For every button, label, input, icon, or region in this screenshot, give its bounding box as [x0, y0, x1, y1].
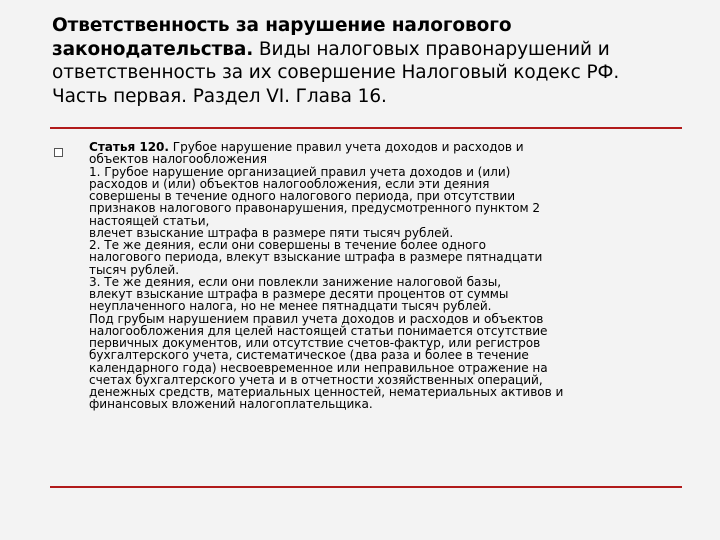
- bottom-divider: [50, 486, 682, 488]
- article-line: 3. Те же деяния, если они повлекли занижение налоговой базы,: [89, 274, 502, 289]
- title-bold-line-1: Ответственность за нарушение налогового: [52, 15, 512, 36]
- article-line: Под грубым нарушением правил учета доходов и расходов и объектов: [89, 311, 544, 326]
- title-divider: [50, 127, 682, 129]
- article-label: Статья 120.: [89, 140, 169, 154]
- article-line: влекут взыскание штрафа в размере десяти процентов от суммы: [89, 287, 509, 301]
- article-line: налогообложения для целей настоящей статьи понимается отсутствие: [89, 323, 548, 338]
- article-line: неуплаченного налога, но не менее пятнадцати тысяч рублей.: [89, 299, 492, 314]
- article-line: настоящей статьи,: [89, 213, 210, 228]
- article-line: календарного года) несвоевременное или неправильное отражение на: [89, 360, 548, 375]
- title-line-2-rest: Виды налоговых правонарушений и: [253, 38, 610, 60]
- article-line: бухгалтерского учета, систематическое (два раза и более в течение: [89, 348, 529, 363]
- article-line: влечет взыскание штрафа в размере пяти тысяч рублей.: [89, 225, 454, 240]
- article-line: счетах бухгалтерского учета и в отчетности хозяйственных операций,: [89, 372, 543, 387]
- article-line: финансовых вложений налогоплательщика.: [89, 397, 373, 412]
- article-line: расходов и (или) объектов налогообложения, если эти деяния: [89, 176, 490, 191]
- article-line: 2. Те же деяния, если они совершены в течение более одного: [89, 238, 487, 252]
- article-line: 1. Грубое нарушение организацией правил учета доходов и (или): [89, 164, 511, 179]
- article-line: признаков налогового правонарушения, предусмотренного пунктом 2: [89, 201, 541, 216]
- slide-title: [52, 14, 692, 108]
- article-line: налогового периода, влекут взыскание штрафа в размере пятнадцати: [89, 250, 543, 265]
- title-line-4: Часть первая. Раздел VI. Глава 16.: [52, 85, 387, 107]
- hollow-square-bullet-icon: [54, 148, 63, 157]
- article-line: денежных средств, материальных ценностей, нематериальных активов и: [89, 385, 564, 399]
- article-line: совершены в течение одного налогового периода, при отсутствии: [89, 189, 516, 203]
- article-heading-rest: Грубое нарушение правил учета доходов и расходов и: [168, 140, 524, 154]
- article-line: тысяч рублей.: [89, 262, 180, 277]
- article-line: объектов налогообложения: [89, 152, 267, 167]
- title-line-3: ответственность за их совершение Налоговый кодекс РФ.: [52, 62, 620, 83]
- title-bold-line-2: законодательства.: [52, 38, 254, 60]
- article-line: первичных документов, или отсутствие счетов-фактур, или регистров: [89, 336, 541, 350]
- article-text: [89, 141, 679, 411]
